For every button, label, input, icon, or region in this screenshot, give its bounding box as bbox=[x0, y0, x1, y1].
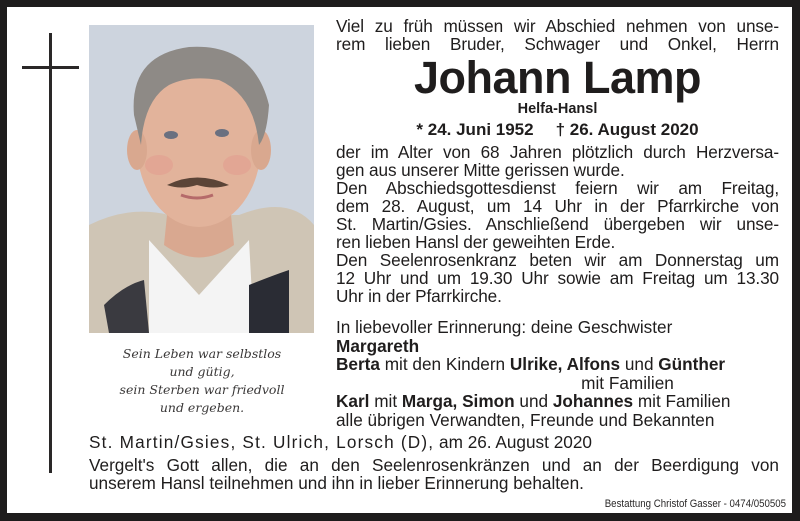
motto-line: und ergeben. bbox=[159, 400, 245, 415]
other-mourners: alle übrigen Verwandten, Freunde und Bekannten bbox=[336, 409, 715, 430]
sibling-margareth: Margareth bbox=[336, 335, 420, 356]
life-dates bbox=[336, 120, 779, 140]
body-line: Uhr in der Pfarrkirche. bbox=[336, 286, 502, 306]
body-line: ren lieben Hansl der geweihten Erde. bbox=[336, 232, 616, 252]
thanks-line: Vergelt's Gott allen, die an den Seelenrosenkränzen und an der Beerdigung von bbox=[89, 455, 779, 475]
family-list bbox=[336, 318, 779, 429]
intro-line: Viel zu früh müssen wir Abschied nehmen von unse- bbox=[336, 16, 779, 36]
intro-line: rem lieben Bruder, Schwager und Onkel, Herrn bbox=[336, 34, 779, 54]
birth-date: * 24. Juni 1952 bbox=[416, 120, 534, 139]
place-date-line bbox=[89, 432, 779, 452]
body-line: Den Seelenrosenkranz beten wir am Donnerstag um bbox=[336, 250, 779, 270]
motto-line: und gütig, bbox=[169, 364, 235, 379]
announcement-text bbox=[336, 143, 779, 305]
motto-line: Sein Leben war selbstlos bbox=[122, 346, 282, 361]
thanks-line: unserem Hansl teilnehmen und ihn in lieber Erinnerung behalten. bbox=[89, 473, 584, 493]
places: St. Martin/Gsies, St. Ulrich, Lorsch (D), bbox=[89, 432, 435, 452]
cross-icon-vertical bbox=[49, 33, 52, 473]
body-line: Den Abschiedsgottesdienst feiern wir am Freitag, bbox=[336, 178, 779, 198]
body-line: dem 28. August, um 14 Uhr in der Pfarrkirche von bbox=[336, 196, 779, 216]
family-intro: In liebevoller Erinnerung: deine Geschwister bbox=[336, 317, 673, 337]
thanks-text bbox=[89, 456, 779, 492]
body-line: der im Alter von 68 Jahren plötzlich durch Herzversa- bbox=[336, 142, 779, 162]
portrait-photo bbox=[89, 25, 314, 333]
motto-line: sein Sterben war friedvoll bbox=[119, 382, 285, 397]
sibling-berta-line: Berta mit den Kindern Ulrike, Alfons und Günther bbox=[336, 354, 726, 374]
cross-icon-horizontal bbox=[22, 66, 79, 69]
body-line: St. Martin/Gsies. Anschließend übergeben wir unse- bbox=[336, 214, 779, 234]
berta-suffix: mit Familien bbox=[581, 372, 674, 393]
undertaker-credit: Bestattung Christof Gasser - 0474/050505 bbox=[604, 498, 786, 510]
signing-date: am 26. August 2020 bbox=[434, 432, 592, 452]
body-line: gen aus unserer Mitte gerissen wurde. bbox=[336, 160, 625, 180]
sibling-karl-line: Karl mit Marga, Simon und Johannes mit Familien bbox=[336, 391, 731, 411]
portrait-image bbox=[89, 25, 314, 333]
death-date: † 26. August 2020 bbox=[555, 120, 699, 139]
deceased-nickname: Helfa-Hansl bbox=[517, 101, 598, 117]
deceased-name: Johann Lamp bbox=[413, 52, 702, 103]
motto-quote bbox=[100, 345, 304, 417]
intro-text bbox=[336, 17, 779, 53]
body-line: 12 Uhr und um 19.30 Uhr sowie am Freitag um 13.30 bbox=[336, 268, 779, 288]
